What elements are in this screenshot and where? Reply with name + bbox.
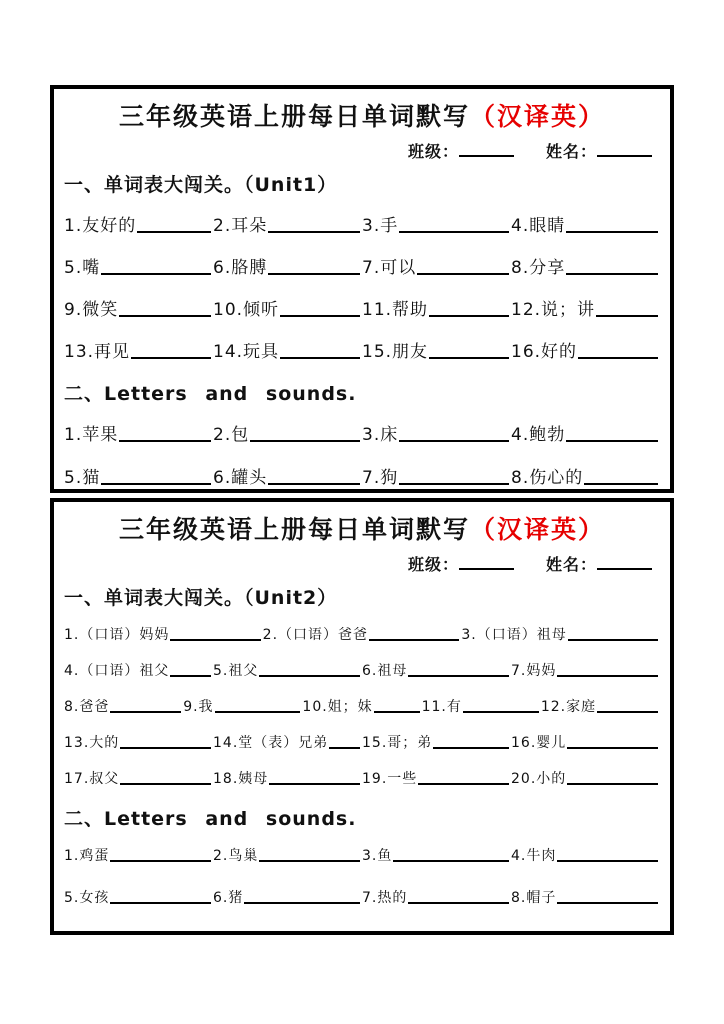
answer-blank[interactable]	[433, 747, 509, 749]
answer-blank[interactable]	[170, 639, 260, 641]
word-label: 17.叔父	[64, 771, 120, 787]
worksheet-sheet	[50, 85, 674, 493]
word-item	[183, 696, 302, 716]
answer-blank[interactable]	[110, 860, 211, 862]
class-label: 班级：	[407, 142, 459, 161]
word-row	[64, 211, 660, 236]
word-item	[362, 887, 511, 907]
word-item	[213, 253, 362, 278]
section-heading-words: 一、单词表大闯关。（Unit2）	[64, 587, 338, 609]
word-item	[511, 463, 660, 488]
answer-blank[interactable]	[101, 483, 211, 485]
word-label: 4.鲍勃	[511, 425, 566, 445]
word-label: 8.伤心的	[511, 468, 584, 488]
word-label: 4.（口语）祖父	[64, 663, 170, 679]
word-label: 12.说；讲	[511, 300, 596, 320]
answer-blank[interactable]	[557, 860, 658, 862]
answer-blank[interactable]	[119, 440, 211, 442]
word-item	[64, 696, 183, 716]
word-label: 8.分享	[511, 258, 566, 278]
word-item	[64, 845, 213, 865]
word-item	[64, 624, 263, 644]
word-label: 8.爸爸	[64, 699, 110, 715]
word-item	[362, 295, 511, 320]
class-blank[interactable]	[459, 556, 514, 570]
answer-blank[interactable]	[408, 675, 509, 677]
word-item	[213, 463, 362, 488]
word-item	[422, 696, 541, 716]
word-item	[362, 420, 511, 445]
word-item	[213, 887, 362, 907]
word-label: 15.朋友	[362, 342, 429, 362]
section2-rows	[64, 420, 660, 488]
answer-blank[interactable]	[567, 783, 658, 785]
word-label: 3.床	[362, 425, 399, 445]
word-label: 5.嘴	[64, 258, 101, 278]
word-label: 6.胳膊	[213, 258, 268, 278]
word-label: 19.一些	[362, 771, 418, 787]
answer-blank[interactable]	[417, 273, 509, 275]
word-item	[64, 420, 213, 445]
answer-blank[interactable]	[329, 747, 360, 749]
answer-blank[interactable]	[557, 902, 658, 904]
word-item	[511, 660, 660, 680]
word-item	[511, 768, 660, 788]
answer-blank[interactable]	[429, 315, 509, 317]
word-label: 15.哥；弟	[362, 735, 433, 751]
word-item	[362, 211, 511, 236]
word-item	[461, 624, 660, 644]
answer-blank[interactable]	[250, 440, 360, 442]
word-item	[511, 295, 660, 320]
section2-rows	[64, 845, 660, 907]
word-item	[213, 845, 362, 865]
word-label: 2.鸟巢	[213, 848, 259, 864]
word-row	[64, 887, 660, 907]
answer-blank[interactable]	[120, 747, 211, 749]
word-label: 6.罐头	[213, 468, 268, 488]
answer-blank[interactable]	[399, 231, 509, 233]
word-label: 12.家庭	[540, 699, 597, 715]
word-label: 11.帮助	[362, 300, 429, 320]
answer-blank[interactable]	[110, 902, 211, 904]
class-name-line	[64, 139, 652, 162]
answer-blank[interactable]	[418, 783, 509, 785]
word-label: 9.我	[183, 699, 214, 715]
answer-blank[interactable]	[429, 357, 509, 359]
word-label: 18.姨母	[213, 771, 269, 787]
answer-blank[interactable]	[568, 639, 658, 641]
name-label: 姓名：	[545, 142, 597, 161]
word-label: 6.猪	[213, 890, 244, 906]
answer-blank[interactable]	[408, 902, 509, 904]
answer-blank[interactable]	[268, 231, 360, 233]
word-label: 1.苹果	[64, 425, 119, 445]
answer-blank[interactable]	[268, 483, 360, 485]
word-item	[64, 887, 213, 907]
title-annotation: （汉译英）	[470, 102, 606, 131]
answer-blank[interactable]	[369, 639, 459, 641]
word-item	[263, 624, 462, 644]
answer-blank[interactable]	[393, 860, 509, 862]
answer-blank[interactable]	[597, 711, 658, 713]
word-item	[64, 337, 213, 362]
answer-blank[interactable]	[374, 711, 420, 713]
word-item	[213, 420, 362, 445]
word-label: 7.妈妈	[511, 663, 557, 679]
name-label: 姓名：	[545, 555, 597, 574]
word-item	[511, 887, 660, 907]
answer-blank[interactable]	[399, 440, 509, 442]
answer-blank[interactable]	[120, 783, 211, 785]
answer-blank[interactable]	[268, 273, 360, 275]
sheet-title	[64, 510, 660, 546]
word-label: 16.好的	[511, 342, 578, 362]
word-label: 4.牛肉	[511, 848, 557, 864]
class-name-line	[64, 552, 652, 575]
title-annotation: （汉译英）	[470, 515, 606, 544]
answer-blank[interactable]	[578, 357, 658, 359]
word-item	[64, 732, 213, 752]
word-item	[64, 211, 213, 236]
word-row	[64, 845, 660, 865]
answer-blank[interactable]	[137, 231, 211, 233]
word-label: 14.玩具	[213, 342, 280, 362]
word-label: 4.眼睛	[511, 216, 566, 236]
word-item	[362, 253, 511, 278]
word-label: 2.包	[213, 425, 250, 445]
word-label: 13.再见	[64, 342, 131, 362]
answer-blank[interactable]	[131, 357, 211, 359]
answer-blank[interactable]	[101, 273, 211, 275]
word-item	[213, 768, 362, 788]
section1-rows	[64, 211, 660, 362]
word-item	[511, 337, 660, 362]
word-item	[64, 253, 213, 278]
word-label: 6.祖母	[362, 663, 408, 679]
answer-blank[interactable]	[399, 483, 509, 485]
word-label: 14.堂（表）兄弟	[213, 735, 329, 751]
word-item	[362, 732, 511, 752]
answer-blank[interactable]	[259, 860, 360, 862]
word-item	[362, 845, 511, 865]
answer-blank[interactable]	[566, 231, 658, 233]
answer-blank[interactable]	[269, 783, 360, 785]
section-heading-words: 一、单词表大闯关。（Unit1）	[64, 174, 338, 196]
answer-blank[interactable]	[280, 357, 360, 359]
answer-blank[interactable]	[280, 315, 360, 317]
answer-blank[interactable]	[584, 483, 658, 485]
word-item	[511, 732, 660, 752]
word-item	[213, 732, 362, 752]
word-item	[511, 211, 660, 236]
word-item	[362, 463, 511, 488]
word-item	[213, 295, 362, 320]
word-label: 3.（口语）祖母	[461, 627, 567, 643]
class-label: 班级：	[407, 555, 459, 574]
answer-blank[interactable]	[119, 315, 211, 317]
word-row	[64, 295, 660, 320]
word-label: 13.大的	[64, 735, 120, 751]
word-label: 20.小的	[511, 771, 567, 787]
word-item	[64, 463, 213, 488]
word-row	[64, 660, 660, 680]
section1-rows	[64, 624, 660, 788]
word-label: 3.鱼	[362, 848, 393, 864]
word-row	[64, 420, 660, 445]
answer-blank[interactable]	[567, 747, 658, 749]
word-item	[302, 696, 421, 716]
word-label: 10.姐；妹	[302, 699, 373, 715]
word-item	[213, 337, 362, 362]
word-label: 9.微笑	[64, 300, 119, 320]
word-label: 2.（口语）爸爸	[262, 627, 369, 643]
answer-blank[interactable]	[463, 711, 539, 713]
answer-blank[interactable]	[170, 675, 211, 677]
answer-blank[interactable]	[596, 315, 658, 317]
sheet-title	[64, 97, 660, 133]
word-label: 5.祖父	[213, 663, 259, 679]
word-label: 5.猫	[64, 468, 101, 488]
word-item	[541, 696, 660, 716]
answer-blank[interactable]	[566, 440, 658, 442]
word-label: 8.帽子	[511, 890, 557, 906]
class-blank[interactable]	[459, 143, 514, 157]
word-item	[511, 253, 660, 278]
word-label: 2.耳朵	[213, 216, 268, 236]
word-row	[64, 696, 660, 716]
word-label: 1.鸡蛋	[64, 848, 110, 864]
word-item	[64, 768, 213, 788]
word-item	[362, 660, 511, 680]
answer-blank[interactable]	[244, 902, 360, 904]
word-row	[64, 624, 660, 644]
word-item	[511, 845, 660, 865]
section-heading-letters: 二、Letters and sounds.	[64, 808, 357, 830]
word-row	[64, 253, 660, 278]
name-blank[interactable]	[597, 556, 652, 570]
word-row	[64, 732, 660, 752]
name-blank[interactable]	[597, 143, 652, 157]
word-item	[64, 660, 213, 680]
word-label: 16.婴儿	[511, 735, 567, 751]
word-item	[213, 211, 362, 236]
title-text: 三年级英语上册每日单词默写	[118, 515, 470, 544]
word-label: 1.（口语）妈妈	[64, 627, 170, 643]
word-label: 7.狗	[362, 468, 399, 488]
word-label: 7.热的	[362, 890, 408, 906]
word-label: 5.女孩	[64, 890, 110, 906]
word-label: 10.倾听	[213, 300, 280, 320]
word-item	[362, 768, 511, 788]
word-item	[213, 660, 362, 680]
word-label: 1.友好的	[64, 216, 137, 236]
answer-blank[interactable]	[259, 675, 360, 677]
answer-blank[interactable]	[110, 711, 181, 713]
word-item	[362, 337, 511, 362]
worksheet-sheet	[50, 498, 674, 935]
answer-blank[interactable]	[215, 711, 301, 713]
word-label: 11.有	[421, 699, 462, 715]
word-label: 3.手	[362, 216, 399, 236]
answer-blank[interactable]	[557, 675, 658, 677]
word-item	[64, 295, 213, 320]
word-item	[511, 420, 660, 445]
answer-blank[interactable]	[566, 273, 658, 275]
word-row	[64, 463, 660, 488]
word-row	[64, 768, 660, 788]
word-row	[64, 337, 660, 362]
section-heading-letters: 二、Letters and sounds.	[64, 383, 357, 405]
word-label: 7.可以	[362, 258, 417, 278]
title-text: 三年级英语上册每日单词默写	[118, 102, 470, 131]
